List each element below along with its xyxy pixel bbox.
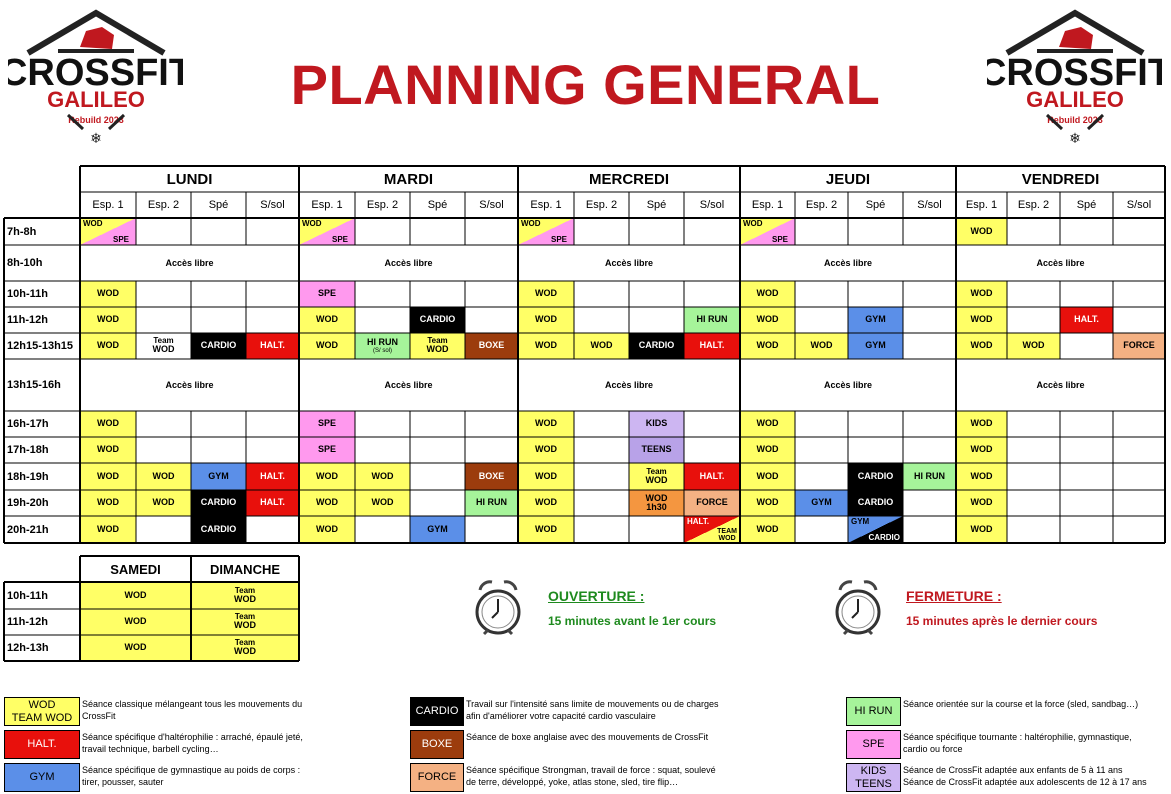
activity-wod: WOD [80,307,136,333]
legend-cardio-description: Travail sur l'intensité sans limite de mouvements ou de charges afin d'améliorer votre capacité cardio vasculaire [466,699,719,722]
subcolumn-header: Spé [208,199,229,211]
svg-text:❄: ❄ [90,131,102,147]
activity-halt: HALT. [1060,307,1113,333]
weekend-day-header: DIMANCHE [209,561,281,577]
time-slot-label: 20h-21h [7,523,49,536]
legend-force-box: FORCE [410,763,464,792]
weekend-activity-team-wod: Team WOD [191,582,299,609]
activity-wod: WOD [80,463,136,490]
activity-wod: WOD [518,463,574,490]
activity-wod: WOD [740,281,795,307]
time-slot-label: 10h-11h [7,288,48,300]
activity-wod-spe: WOD SPE [80,218,136,245]
activity-team-wod: Team WOD [410,333,465,359]
legend-gym-box: GYM [4,763,80,792]
time-slot-label: 17h-18h [7,444,49,456]
activity-gym: GYM [848,333,903,359]
activity-halt-team-wod: HALT. TEAM WOD [684,516,740,543]
activity-teens: TEENS [629,437,684,463]
activity-wod: WOD [355,463,410,490]
activity-gym-cardio: GYM CARDIO [848,516,903,543]
activity-gym: GYM [848,307,903,333]
time-slot-label: 11h-12h [7,314,48,326]
activity-team-wod: Team WOD [152,336,175,355]
activity-wod: WOD [299,307,355,333]
subcolumn-header: S/sol [260,199,285,211]
svg-text:GALILEO: GALILEO [47,87,145,112]
legend-wod-team-wod-description: Séance classique mélangeant tous les mouvements du CrossFit [82,699,303,722]
subcolumn-header: S/sol [699,199,725,211]
activity-wod: WOD [355,490,410,516]
opening-text: 15 minutes avant le 1er cours [548,614,717,628]
activity-wod: WOD [299,490,355,516]
legend-spe-box: SPE [846,730,901,759]
activity-halt: HALT. [684,463,740,490]
activity-wod: WOD [740,307,795,333]
legend-kids-teens-description: Séance de CrossFit adaptée aux enfants de 5 à 11 ans Séance de CrossFit adaptée aux adolescents de 12 à 17 ans [903,765,1147,788]
activity-wod: WOD [956,490,1007,516]
legend-hi-run-description: Séance orientée sur la course et la force (sled, sandbag…) [903,699,1139,709]
activity-wod: WOD [956,437,1007,463]
activity-gym: GYM [410,516,465,543]
svg-text:CROSSFIT: CROSSFIT [8,52,183,94]
activity-wod: WOD [136,490,191,516]
activity-halt: HALT. [246,463,299,490]
activity-cardio: CARDIO [410,307,465,333]
activity-cardio: CARDIO [848,463,903,490]
activity-wod: WOD [518,307,574,333]
activity-wod: WOD [740,490,795,516]
svg-text:GALILEO: GALILEO [1026,87,1124,112]
activity-wod: WOD [518,281,574,307]
activity-wod: WOD [299,333,355,359]
legend-kids-teens-box: KIDS TEENS [846,763,901,792]
activity-cardio: CARDIO [848,490,903,516]
activity-boxe: BOXE [465,463,518,490]
svg-text:❄: ❄ [1069,131,1081,147]
alarm-clock-icon [832,578,884,640]
legend-cardio-box: CARDIO [410,697,464,726]
activity-spe: SPE [299,281,355,307]
subcolumn-header: S/sol [917,199,942,211]
day-header: JEUDI [825,170,871,188]
subcolumn-header: Spé [1076,199,1097,211]
free-access-cell: Accès libre [384,258,433,268]
free-access-cell: Accès libre [384,380,433,390]
legend-force-description: Séance spécifique Strongman, travail de force : squat, soulevé de terre, développé, yoke, atlas stone, sled, tire flip… [466,765,716,788]
alarm-clock-icon [472,578,524,640]
activity-spe: SPE [299,411,355,437]
activity-wod-spe: WOD SPE [518,218,574,245]
legend-halt-description: Séance spécifique d'haltérophilie : arraché, épaulé jeté, travail technique, barbell cycling… [82,732,303,755]
day-header: MARDI [383,170,434,188]
activity-wod: WOD [740,463,795,490]
activity-cardio: CARDIO [191,516,246,543]
legend-halt-box: HALT. [4,730,80,759]
activity-wod: WOD [518,516,574,543]
weekend-activity-team-wod: Team WOD [191,609,299,635]
activity-wod: WOD [518,333,574,359]
activity-halt: HALT. [246,333,299,359]
legend-hi-run-box: HI RUN [846,697,901,726]
svg-text:Rebuild 2023: Rebuild 2023 [1047,115,1103,125]
time-slot-label: 19h-20h [7,497,49,509]
activity-gym: GYM [191,463,246,490]
activity-hi-run: HI RUN (S/ sol) [355,333,410,359]
subcolumn-header: S/sol [479,199,504,211]
free-access-cell: Accès libre [165,380,214,390]
activity-wod: WOD [80,437,136,463]
closing-title: FERMETURE : [906,588,1002,604]
activity-spe: SPE [299,437,355,463]
free-access-cell: Accès libre [1036,258,1085,268]
time-slot-label: 7h-8h [7,225,37,238]
subcolumn-header: S/sol [1126,199,1152,211]
activity-wod: WOD [740,411,795,437]
day-header: MERCREDI [588,170,669,188]
activity-wod: WOD [80,333,136,359]
subcolumn-header: Esp. 1 [530,199,562,211]
free-access-cell: Accès libre [604,258,654,268]
activity-force: FORCE [1113,333,1165,359]
day-header: VENDREDI [1021,170,1100,188]
legend-boxe-description: Séance de boxe anglaise avec des mouvements de CrossFit [466,732,709,742]
activity-kids: KIDS [629,411,684,437]
weekend-time-label: 10h-11h [7,589,48,602]
activity-wod: WOD [740,333,795,359]
legend-gym-description: Séance spécifique de gymnastique au poids de corps : tirer, pousser, sauter [82,765,301,788]
weekend-activity-wod: WOD [80,582,191,609]
free-access-cell: Accès libre [165,258,214,268]
activity-wod: WOD [956,516,1007,543]
weekend-activity-wod: WOD [80,635,191,661]
activity-wod: WOD [740,516,795,543]
legend-wod-team-wod-box: WOD TEAM WOD [4,697,80,726]
activity-wod: WOD [956,281,1007,307]
time-slot-label: 13h15-16h [7,379,61,391]
activity-cardio: CARDIO [191,333,246,359]
activity-hi-run: HI RUN [465,490,518,516]
time-slot-label: 18h-19h [7,470,49,483]
day-header: LUNDI [166,170,213,188]
subcolumn-header: Esp. 1 [92,199,124,211]
time-slot-label: 12h15-13h15 [7,340,74,352]
weekend-day-header: SAMEDI [110,561,161,577]
time-slot-label: 16h-17h [7,418,49,430]
activity-wod: WOD [956,333,1007,359]
subcolumn-header: Esp. 1 [751,199,784,211]
activity-boxe: BOXE [465,333,518,359]
activity-wod: WOD [1007,333,1060,359]
activity-halt: HALT. [246,490,299,516]
svg-text:CROSSFIT: CROSSFIT [987,52,1162,94]
activity-wod: WOD [740,437,795,463]
activity-hi-run: HI RUN [684,307,740,333]
legend-boxe-box: BOXE [410,730,464,759]
activity-wod: WOD [956,218,1007,245]
weekend-activity-wod: WOD [80,609,191,635]
activity-cardio: CARDIO [191,490,246,516]
activity-wod: WOD [956,463,1007,490]
activity-wod-spe: WOD SPE [740,218,795,245]
subcolumn-header: Esp. 1 [311,199,343,211]
legend-spe-description: Séance spécifique tournante : haltérophilie, gymnastique, cardio ou force [903,732,1132,755]
subcolumn-header: Esp. 2 [366,199,399,211]
page-title: PLANNING GENERAL [290,53,881,116]
activity-wod: WOD [956,411,1007,437]
activity-halt: HALT. [684,333,740,359]
free-access-cell: Accès libre [1036,380,1085,390]
subcolumn-header: Spé [865,199,886,211]
activity-wod: WOD [574,333,629,359]
activity-wod: WOD [518,490,574,516]
subcolumn-header: Spé [427,199,448,211]
activity-wod: WOD [299,516,355,543]
subcolumn-header: Esp. 2 [147,199,180,211]
activity-wod: WOD [80,411,136,437]
subcolumn-header: Spé [646,199,667,211]
activity-wod: WOD [299,463,355,490]
free-access-cell: Accès libre [823,380,873,390]
activity-force: FORCE [684,490,740,516]
weekend-activity-team-wod: Team WOD [191,635,299,661]
activity-team-wod: Team WOD [629,463,684,490]
activity-hi-run: HI RUN [903,463,956,490]
activity-wod: WOD [136,463,191,490]
subcolumn-header: Esp. 2 [805,199,838,211]
activity-wod: WOD [80,516,136,543]
activity-gym: GYM [795,490,848,516]
closing-text: 15 minutes après le dernier cours [906,614,1098,628]
opening-title: OUVERTURE : [548,588,645,604]
subcolumn-header: Esp. 2 [1017,199,1050,211]
time-slot-label: 8h-10h [7,257,43,269]
activity-wod: WOD [80,281,136,307]
free-access-cell: Accès libre [823,258,873,268]
weekend-time-label: 12h-13h [7,642,49,654]
activity-wod: WOD [518,411,574,437]
activity-wod: WOD [795,333,848,359]
activity-wod: WOD [956,307,1007,333]
free-access-cell: Accès libre [604,380,654,390]
subcolumn-header: Esp. 1 [965,199,998,211]
activity-wod-spe: WOD SPE [299,218,355,245]
subcolumn-header: Esp. 2 [585,199,618,211]
weekend-time-label: 11h-12h [7,616,48,628]
activity-wod: WOD [518,437,574,463]
activity-cardio: CARDIO [629,333,684,359]
activity-wod: WOD [80,490,136,516]
svg-text:Rebuild 2023: Rebuild 2023 [68,115,124,125]
activity-wod-1h30: WOD 1h30 [629,490,684,516]
